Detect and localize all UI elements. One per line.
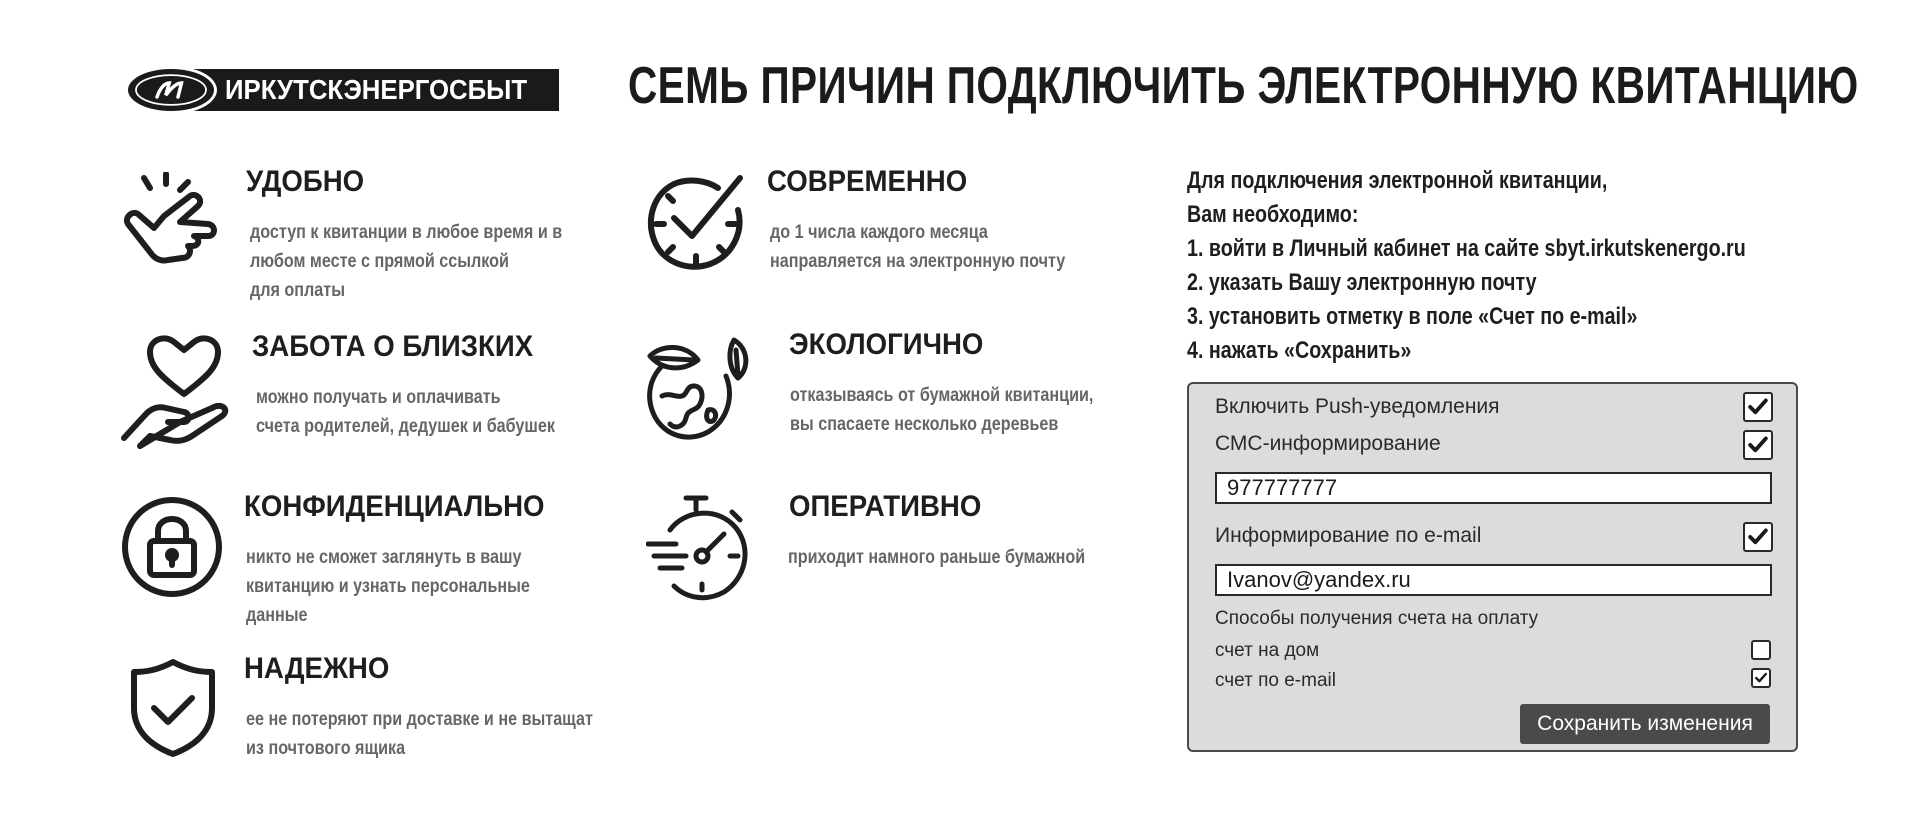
feature-title-fast: ОПЕРАТИВНО: [789, 490, 982, 523]
home-bill-label: счет на дом: [1215, 640, 1320, 661]
email-info-label: Информирование по e-mail: [1215, 524, 1482, 547]
feature-title-ecological: ЭКОЛОГИЧНО: [789, 328, 984, 361]
home-bill-checkbox[interactable]: [1751, 640, 1771, 660]
shield-check-icon: [128, 658, 218, 758]
brand-name: ИРКУТСКЭНЕРГОСБЫТ: [225, 74, 528, 105]
feature-desc-ecological: отказываясь от бумажной квитанции, вы спасаете несколько деревьев: [790, 385, 1094, 435]
feature-desc-modern: до 1 числа каждого месяца направляется на электронную почту: [770, 222, 1066, 272]
push-checkbox[interactable]: [1743, 392, 1773, 422]
save-button[interactable]: Сохранить изменения: [1520, 704, 1770, 744]
email-bill-label: счет по e-mail: [1215, 670, 1336, 691]
phone-field[interactable]: 977777777: [1215, 472, 1772, 504]
settings-panel: [1187, 382, 1798, 752]
feature-desc-care: можно получать и оплачивать счета родителей, дедушек и бабушек: [256, 387, 555, 437]
stopwatch-icon: [646, 494, 758, 604]
feature-desc-fast: приходит намного раньше бумажной: [788, 547, 1086, 568]
hand-heart-icon: [120, 330, 240, 450]
instruction-line: 2. указать Вашу электронную почту: [1187, 269, 1537, 296]
brand-logo: [125, 66, 559, 114]
instruction-line: 1. войти в Личный кабинет на сайте sbyt.irkutskenergo.ru: [1187, 235, 1746, 262]
instruction-line: Вам необходимо:: [1187, 201, 1359, 228]
methods-label: Способы получения счета на оплату: [1215, 608, 1539, 629]
feature-title-reliable: НАДЕЖНО: [244, 652, 390, 685]
push-label: Включить Push-уведомления: [1215, 395, 1500, 418]
lock-icon: [120, 495, 224, 599]
clock-check-icon: [644, 172, 748, 276]
checkmark-icon: [1745, 432, 1771, 458]
feature-title-modern: СОВРЕМЕННО: [767, 165, 968, 198]
checkmark-icon: [1745, 394, 1771, 420]
checkmark-icon: [1745, 524, 1771, 550]
feature-title-care: ЗАБОТА О БЛИЗКИХ: [252, 330, 534, 363]
sms-label: СМС-информирование: [1215, 432, 1441, 455]
globe-leaf-icon: [642, 336, 756, 450]
instruction-line: 4. нажать «Сохранить»: [1187, 337, 1412, 364]
email-field[interactable]: Ivanov@yandex.ru: [1215, 564, 1772, 596]
feature-title-convenient: УДОБНО: [246, 165, 365, 198]
feature-desc-convenient: доступ к квитанции в любое время и в любом месте с прямой ссылкой для оплаты: [250, 222, 563, 301]
logo-emblem: [125, 66, 217, 114]
email-bill-checkbox[interactable]: [1751, 668, 1771, 688]
sms-checkbox[interactable]: [1743, 430, 1773, 460]
feature-desc-confidential: никто не сможет заглянуть в вашу квитанцию и узнать персональные данные: [246, 547, 530, 626]
instruction-line: Для подключения электронной квитанции,: [1187, 167, 1608, 194]
instruction-line: 3. установить отметку в поле «Счет по e-mail»: [1187, 303, 1638, 330]
email-info-checkbox[interactable]: [1743, 522, 1773, 552]
page-title: СЕМЬ ПРИЧИН ПОДКЛЮЧИТЬ ЭЛЕКТРОННУЮ КВИТАНЦИЮ: [628, 57, 1859, 115]
feature-desc-reliable: ее не потеряют при доставке и не вытащат из почтового ящика: [246, 709, 593, 759]
feature-title-confidential: КОНФИДЕНЦИАЛЬНО: [244, 490, 545, 523]
checkmark-icon: [1753, 670, 1769, 686]
instructions: [1187, 164, 1746, 368]
hand-tap-icon: [120, 172, 230, 282]
